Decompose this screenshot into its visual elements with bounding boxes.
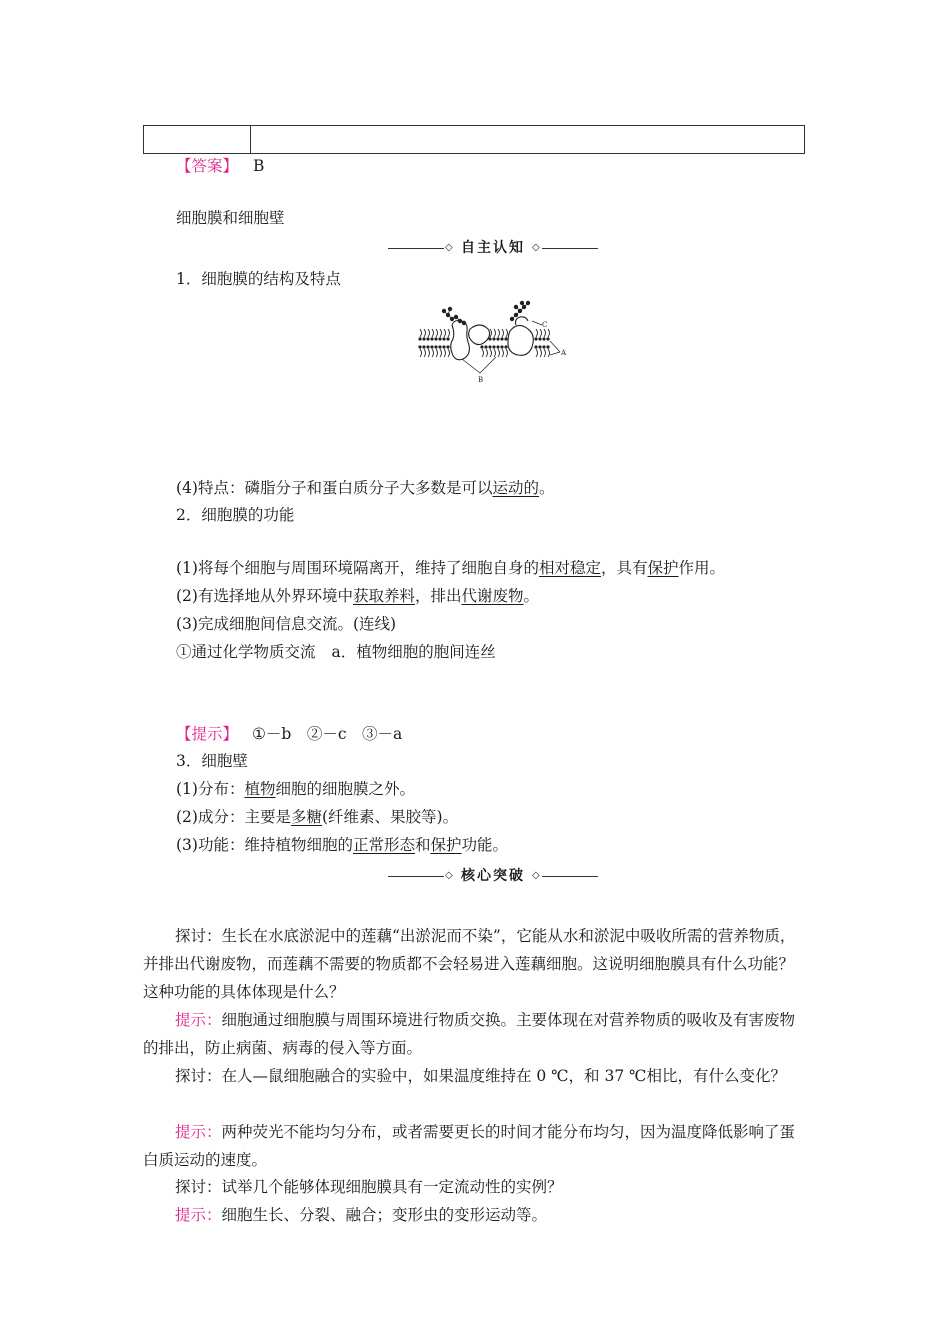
diamond-icon: ◇ [532, 242, 540, 253]
answer-label: 【答案】 [176, 157, 239, 175]
diagram-label-b: B [478, 376, 484, 384]
item1-title: 1．细胞膜的结构及特点 [176, 270, 341, 288]
item3-title: 3．细胞壁 [176, 752, 248, 770]
section-title: 细胞膜和细胞壁 [176, 209, 285, 227]
table-divider [250, 126, 251, 153]
function-2: (2)有选择地从外界环境中获取养料，排出代谢废物。 [176, 587, 540, 605]
banner-right-line [542, 876, 598, 877]
hint-text: ①－b ②－c ③－a [252, 725, 403, 743]
banner-label: 核心突破 [461, 868, 525, 884]
banner-core [388, 866, 598, 886]
cell-membrane-diagram [412, 295, 572, 385]
diamond-icon: ◇ [445, 242, 453, 253]
membrane-feature [176, 478, 555, 498]
function-3: (3)完成细胞间信息交流。(连线) [176, 615, 397, 633]
table-fragment [143, 125, 805, 154]
item2-title: 2．细胞膜的功能 [176, 506, 295, 524]
answer-line [176, 156, 264, 176]
match-left: ①通过化学物质交流 [176, 643, 316, 661]
answer-value: B [252, 157, 265, 175]
function-1: (1)将每个细胞与周围环境隔离开，维持了细胞自身的相对稳定，具有保护作用。 [176, 559, 726, 577]
banner-label: 自主认知 [461, 240, 525, 256]
feature-text: (4)特点：磷脂分子和蛋白质分子大多数是可以 [176, 479, 493, 497]
diamond-icon: ◇ [532, 870, 540, 881]
hint-2: 提示：两种荧光不能均匀分布，或者需要更长的时间才能分布均匀，因为温度降低影响了蛋白质运动的速度。 [143, 1123, 796, 1169]
banner-self-study [388, 238, 598, 258]
banner-right-line [542, 248, 598, 249]
wall-function: (3)功能：维持植物细胞的正常形态和保护功能。 [176, 836, 509, 854]
hint-line [176, 724, 402, 744]
hint-3: 提示：细胞生长、分裂、融合；变形虫的变形运动等。 [175, 1206, 548, 1224]
matching-row [176, 642, 496, 662]
diagram-label-c: C [542, 321, 548, 329]
match-right: a．植物细胞的胞间连丝 [331, 643, 496, 661]
diagram-label-a: A [561, 349, 567, 357]
feature-underlined: 运动的 [492, 479, 539, 497]
wall-distribution: (1)分布：植物细胞的细胞膜之外。 [176, 780, 415, 798]
banner-left-line [388, 876, 444, 877]
hint-label: 【提示】 [176, 725, 239, 743]
discussion-2: 探讨：在人—鼠细胞融合的实验中，如果温度维持在 0 ℃，和 37 ℃相比，有什么变化？ [175, 1067, 786, 1085]
discussion-1: 探讨：生长在水底淤泥中的莲藕“出淤泥而不染”，它能从水和淤泥中吸收所需的营养物质，并排出代谢废物，而莲藕不需要的物质都不会轻易进入莲藕细胞。这说明细胞膜具有什么功能？这种功能的具体体现是什么？ [143, 927, 796, 1001]
discussion-3: 探讨：试举几个能够体现细胞膜具有一定流动性的实例？ [175, 1178, 563, 1196]
feature-suffix: 。 [538, 479, 555, 497]
hint-1: 提示：细胞通过细胞膜与周围环境进行物质交换。主要体现在对营养物质的吸收及有害废物的排出，防止病菌、病毒的侵入等方面。 [143, 1011, 796, 1057]
diamond-icon: ◇ [445, 870, 453, 881]
banner-left-line [388, 248, 444, 249]
wall-composition: (2)成分：主要是多糖(纤维素、果胶等)。 [176, 808, 459, 826]
